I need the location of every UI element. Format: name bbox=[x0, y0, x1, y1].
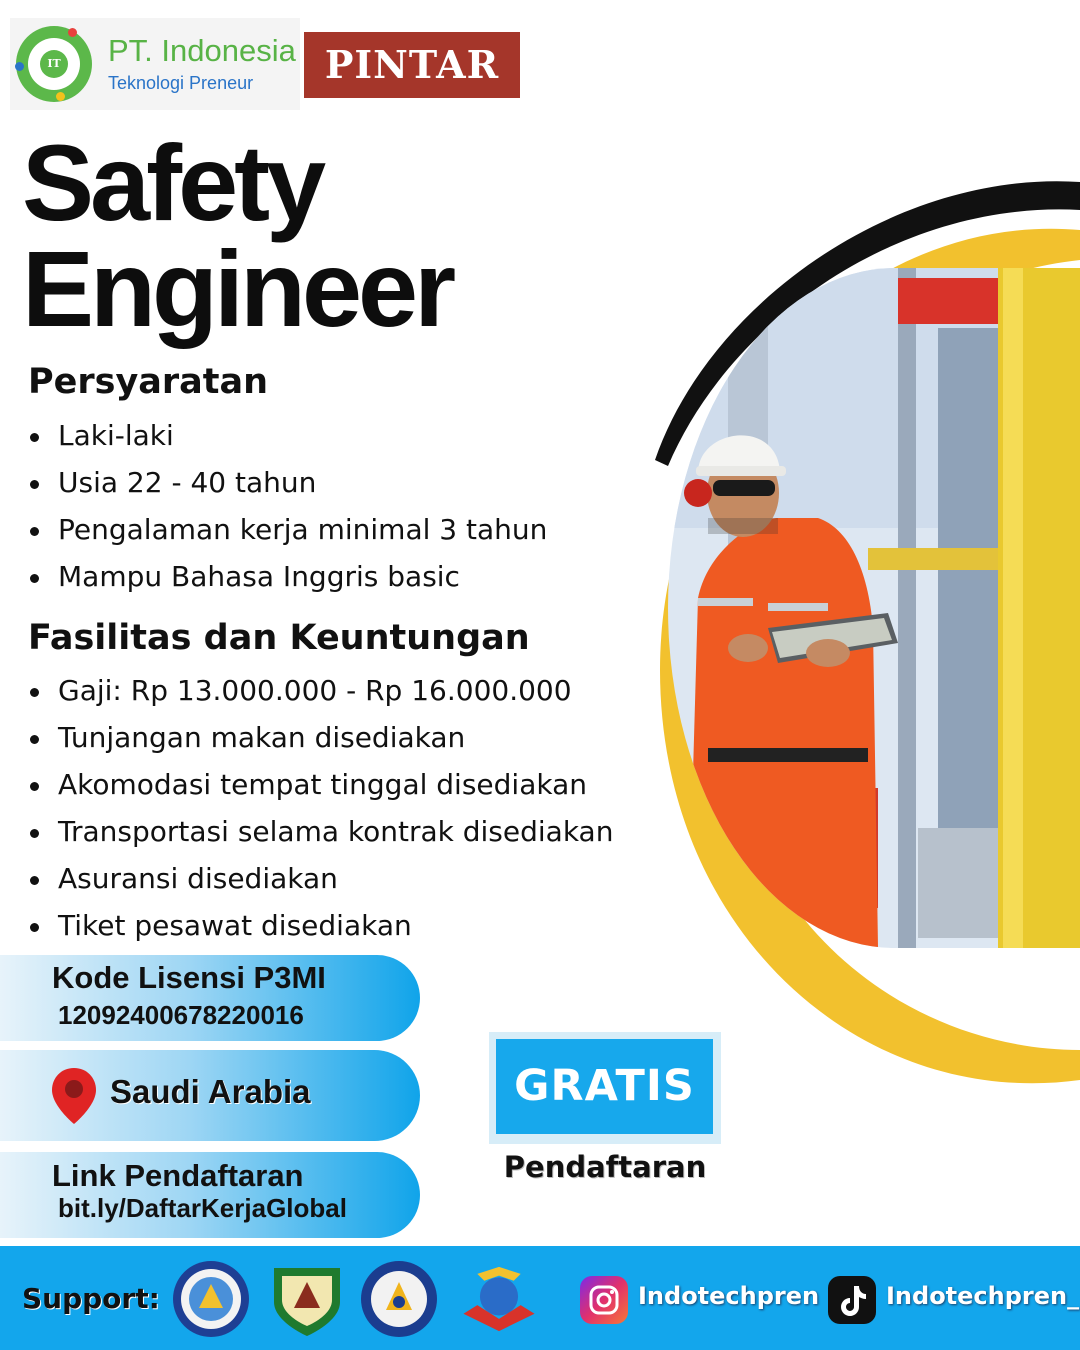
association-emblem-icon bbox=[460, 1260, 538, 1338]
benefits-heading: Fasilitas dan Keuntungan bbox=[28, 618, 530, 658]
gratis-caption: Pendaftaran bbox=[503, 1150, 707, 1184]
company-tagline: Teknologi Preneur bbox=[108, 73, 254, 93]
benefit-item: Transportasi selama kontrak disediakan bbox=[28, 812, 613, 859]
benefit-item: Asuransi disediakan bbox=[28, 859, 613, 906]
gratis-badge: GRATIS bbox=[496, 1039, 713, 1134]
company-logo-icon bbox=[16, 26, 92, 102]
logo-mark: IT bbox=[40, 50, 68, 78]
regional-crest-icon bbox=[268, 1260, 346, 1338]
job-title-line-1: Safety bbox=[22, 122, 323, 243]
requirement-item: Mampu Bahasa Inggris basic bbox=[28, 557, 547, 604]
benefit-item: Tiket pesawat disediakan bbox=[28, 906, 613, 953]
benefit-item: Akomodasi tempat tinggal disediakan bbox=[28, 765, 613, 812]
license-code: 12092400678220016 bbox=[58, 1000, 304, 1030]
license-title: Kode Lisensi P3MI bbox=[52, 960, 326, 995]
company-name: PT. Indonesia bbox=[108, 33, 296, 68]
job-title bbox=[22, 122, 453, 349]
instagram-icon[interactable] bbox=[580, 1276, 628, 1324]
tiktok-icon[interactable] bbox=[828, 1276, 876, 1324]
benefits-list bbox=[28, 671, 613, 953]
location-country: Saudi Arabia bbox=[110, 1073, 311, 1110]
requirements-heading: Persyaratan bbox=[28, 362, 269, 402]
polytechnic-seal-icon bbox=[360, 1260, 438, 1338]
support-label: Support: bbox=[22, 1282, 160, 1315]
job-title-line-2: Engineer bbox=[22, 228, 453, 349]
location-pin-icon bbox=[50, 1066, 98, 1126]
requirement-item: Laki-laki bbox=[28, 416, 547, 463]
registration-link[interactable]: bit.ly/DaftarKerjaGlobal bbox=[58, 1193, 347, 1223]
pintar-logo-badge: PINTAR bbox=[304, 32, 520, 98]
instagram-handle[interactable]: Indotechpren bbox=[638, 1282, 820, 1310]
tiktok-handle[interactable]: Indotechpren_ bbox=[886, 1282, 1080, 1310]
requirement-item: Pengalaman kerja minimal 3 tahun bbox=[28, 510, 547, 557]
benefit-item: Gaji: Rp 13.000.000 - Rp 16.000.000 bbox=[28, 671, 613, 718]
benefit-item: Tunjangan makan disediakan bbox=[28, 718, 613, 765]
requirement-item: Usia 22 - 40 tahun bbox=[28, 463, 547, 510]
registration-title: Link Pendaftaran bbox=[52, 1158, 304, 1193]
university-seal-icon bbox=[172, 1260, 250, 1338]
requirements-list bbox=[28, 416, 547, 604]
